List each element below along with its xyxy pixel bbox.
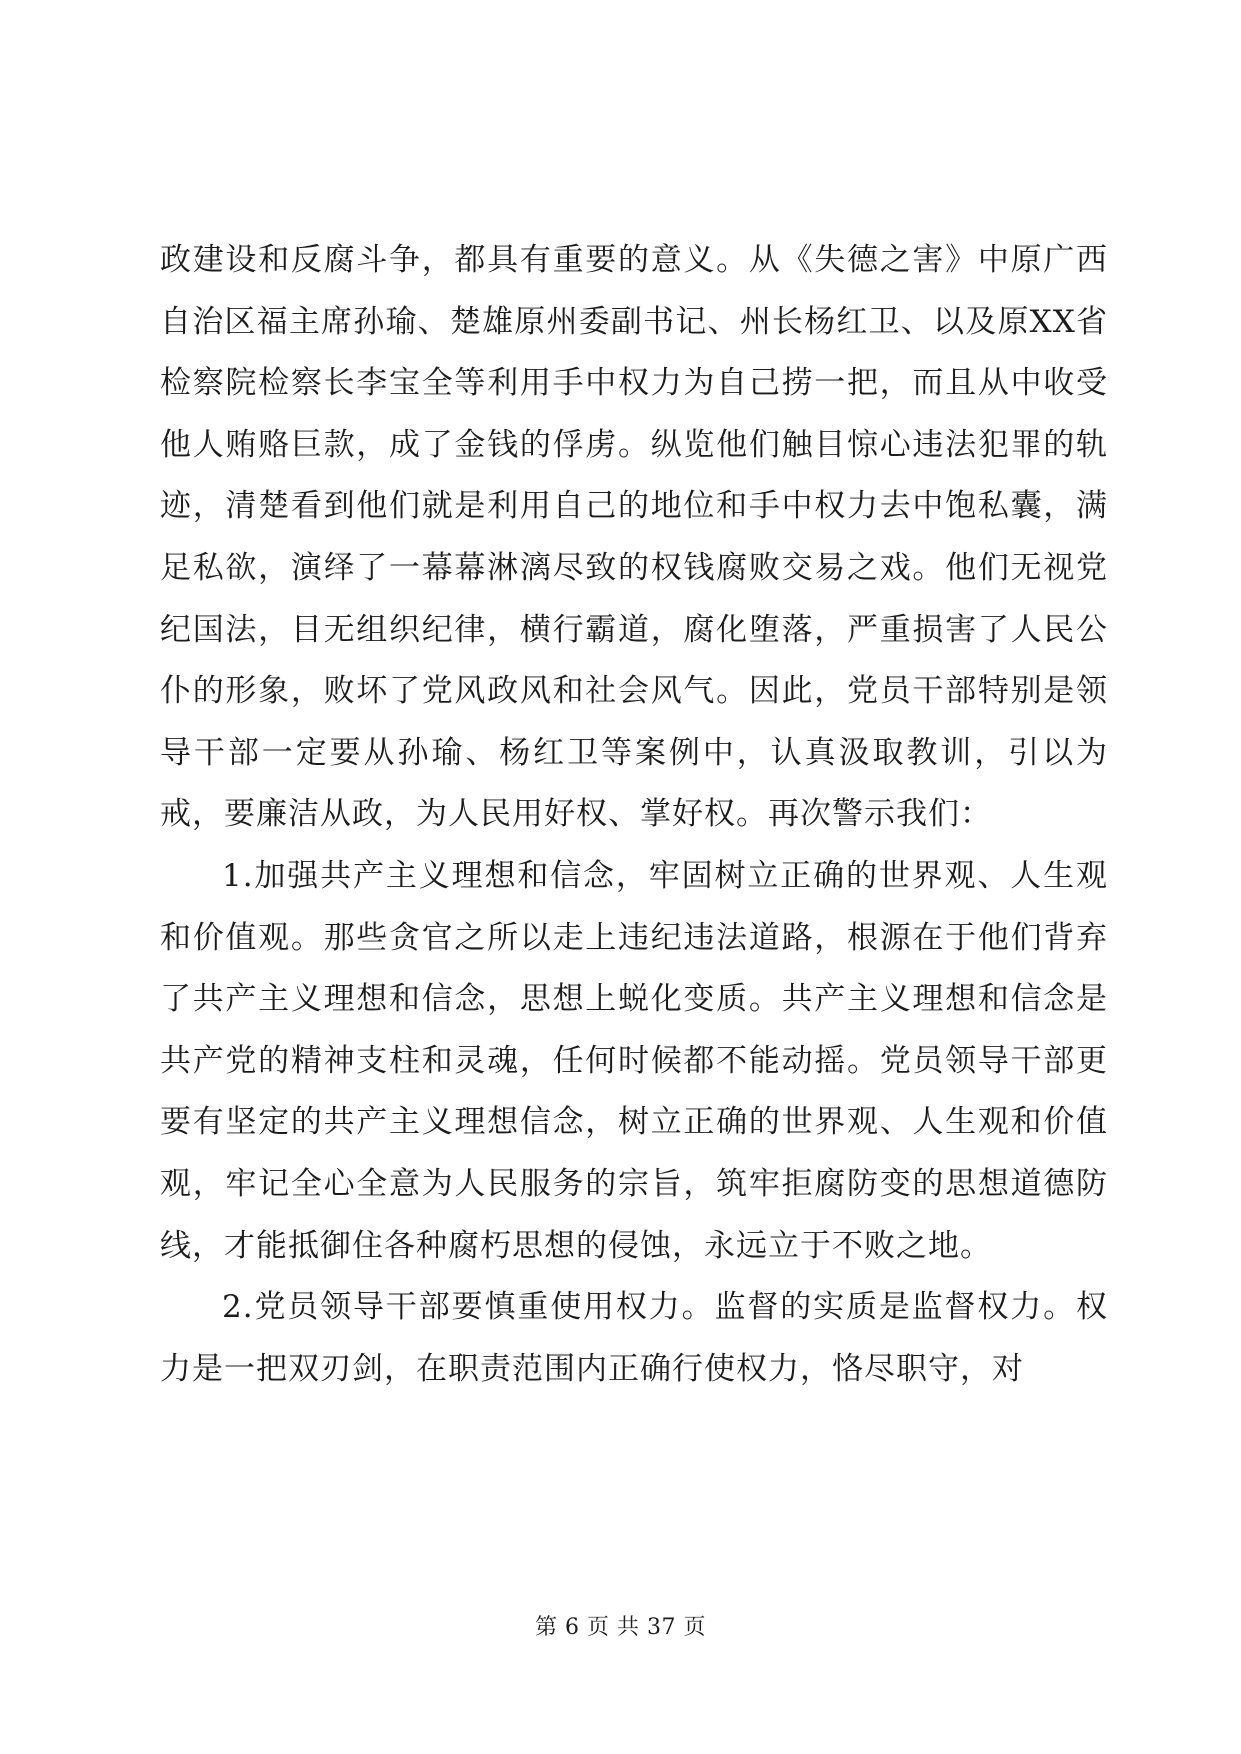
- paragraph-3: 2.党员领导干部要慎重使用权力。监督的实质是监督权力。权力是一把双刃剑，在职责范围内正确行使权力，恪尽职守，对: [160, 1289, 1108, 1387]
- page-footer: [0, 1610, 1241, 1641]
- page-number-label: 第 6 页 共 37 页: [535, 1615, 706, 1640]
- document-body: [160, 230, 1108, 1400]
- paragraph-2: 1.加强共产主义理想和信念，牢固树立正确的世界观、人生观和价值观。那些贪官之所以走上违纪违法道路，根源在于他们背弃了共产主义理想和信念，思想上蜕化变质。共产主义理想和信念是共产党的精神支柱和灵魂，任何时候都不能动摇。党员领导干部更要有坚定的共产主义理想信念，树立正确的世界观、人生观和价值观，牢记全心全意为人民服务的宗旨，筑牢拒腐防变的思想道德防线，才能抵御住各种腐朽思想的侵蚀，永远立于不败之地。: [160, 857, 1108, 1264]
- paragraph-1: 政建设和反腐斗争，都具有重要的意义。从《失德之害》中原广西自治区福主席孙瑜、楚雄原州委副书记、州长杨红卫、以及原XX省检察院检察长李宝全等利用手中权力为自己捞一把，而且从中收受他人贿赂巨款，成了金钱的俘虏。纵览他们触目惊心违法犯罪的轨迹，清楚看到他们就是利用自己的地位和手中权力去中饱私囊，满足私欲，演绎了一幕幕淋漓尽致的权钱腐败交易之戏。他们无视党纪国法，目无组织纪律，横行霸道，腐化堕落，严重损害了人民公仆的形象，败坏了党风政风和社会风气。因此，党员干部特别是领导干部一定要从孙瑜、杨红卫等案例中，认真汲取教训，引以为戒，要廉洁从政，为人民用好权、掌好权。再次警示我们：: [160, 242, 1108, 833]
